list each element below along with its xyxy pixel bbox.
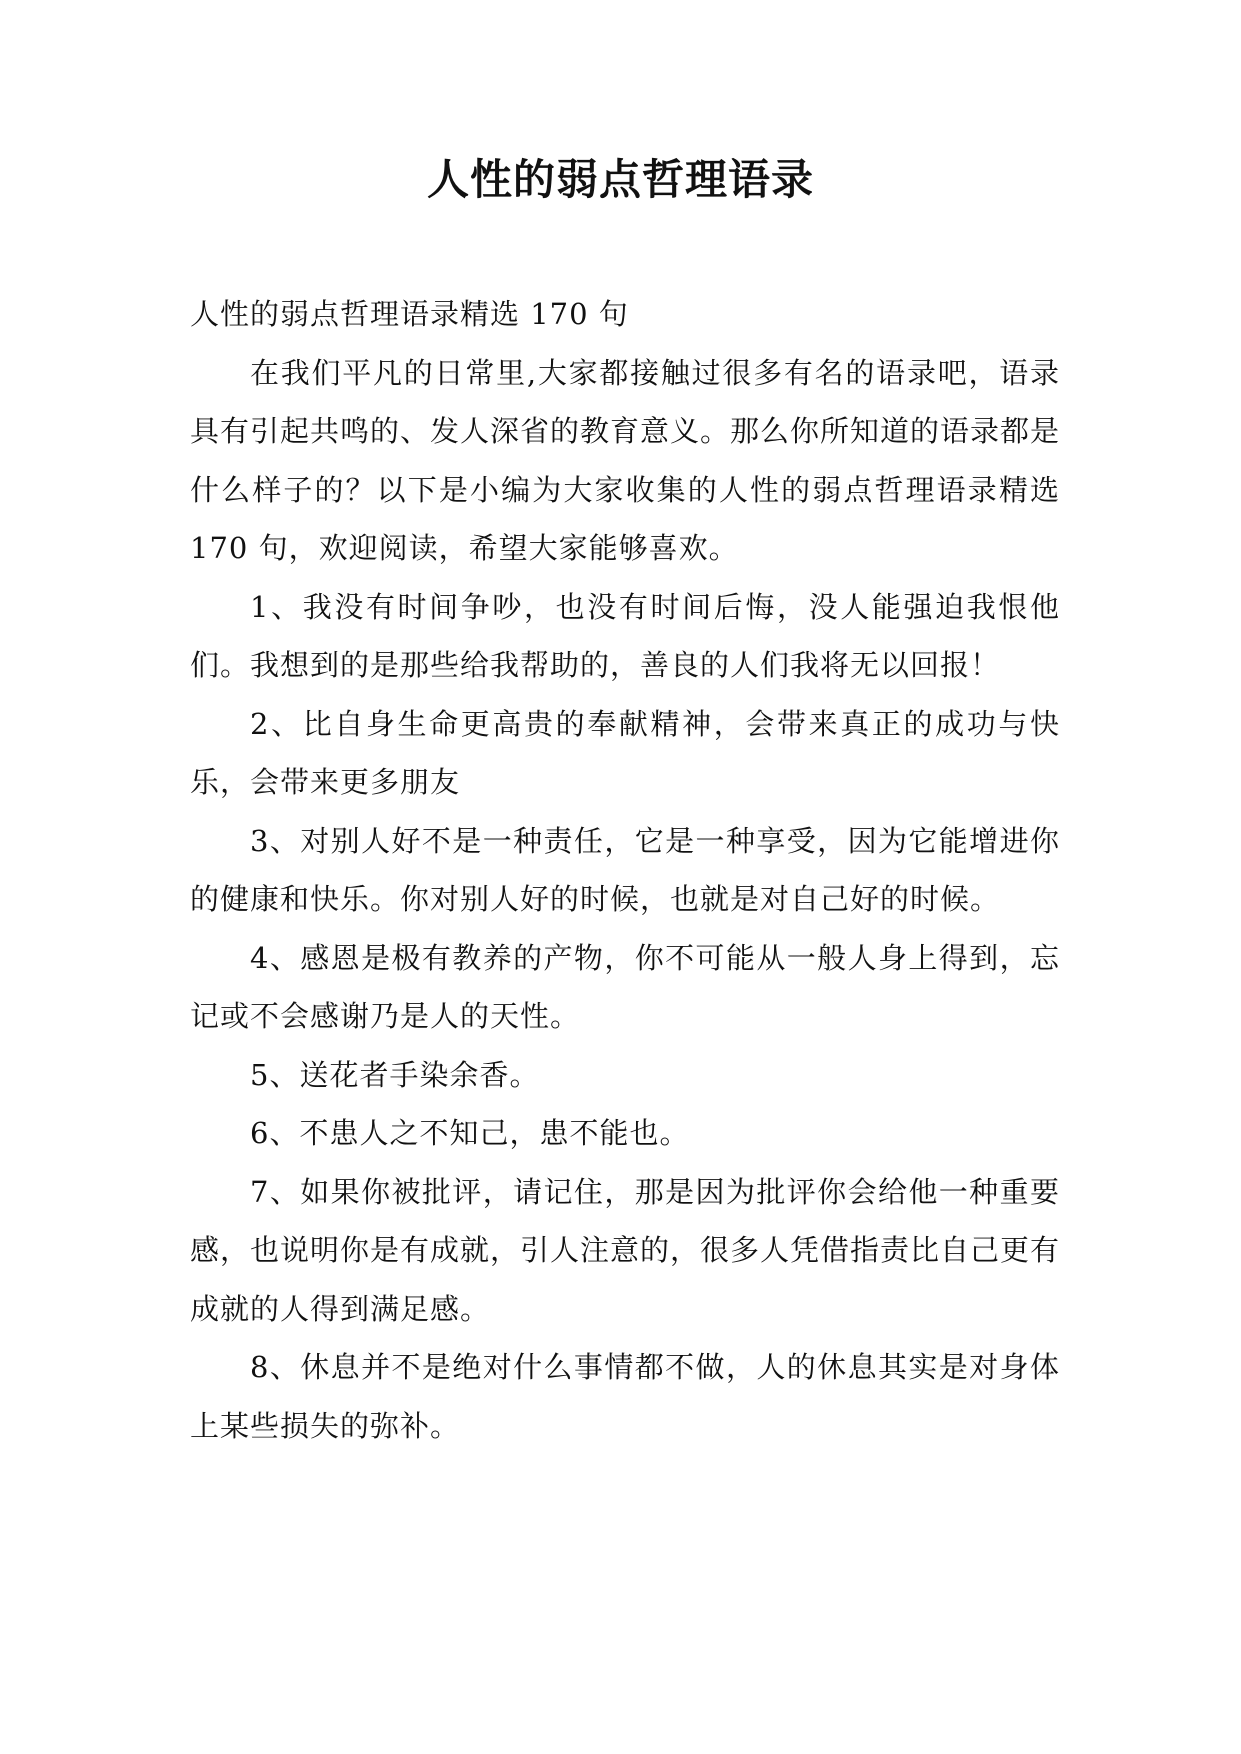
document-subtitle: 人性的弱点哲理语录精选 170 句: [190, 297, 629, 331]
quote-item: 2、比自身生命更高贵的奉献精神，会带来真正的成功与快乐，会带来更多朋友: [190, 706, 1060, 799]
quote-item: 6、不患人之不知己，患不能也。: [250, 1116, 690, 1150]
document-title: 人性的弱点哲理语录: [426, 155, 814, 204]
quote-item: 3、对别人好不是一种责任，它是一种享受，因为它能增进你的健康和快乐。你对别人好的时候，也就是对自己好的时候。: [190, 823, 1060, 916]
quote-item: 1、我没有时间争吵，也没有时间后悔，没人能强迫我恨他们。我想到的是那些给我帮助的，善良的人们我将无以回报！: [190, 589, 1060, 682]
intro-paragraph: 在我们平凡的日常里,大家都接触过很多有名的语录吧，语录具有引起共鸣的、发人深省的教育意义。那么你所知道的语录都是什么样子的？以下是小编为大家收集的人性的弱点哲理语录精选 170 句，欢迎阅读，希望大家能够喜欢。: [190, 355, 1061, 565]
quote-item: 5、送花者手染余香。: [250, 1057, 540, 1092]
quote-item: 7、如果你被批评，请记住，那是因为批评你会给他一种重要感，也说明你是有成就，引人注意的，很多人凭借指责比自己更有成就的人得到满足感。: [190, 1174, 1061, 1326]
quote-item: 8、休息并不是绝对什么事情都不做，人的休息其实是对身体上某些损失的弥补。: [190, 1350, 1060, 1443]
quote-item: 4、感恩是极有教养的产物，你不可能从一般人身上得到，忘记或不会感谢乃是人的天性。: [190, 940, 1060, 1033]
document-body: [190, 285, 1060, 1455]
